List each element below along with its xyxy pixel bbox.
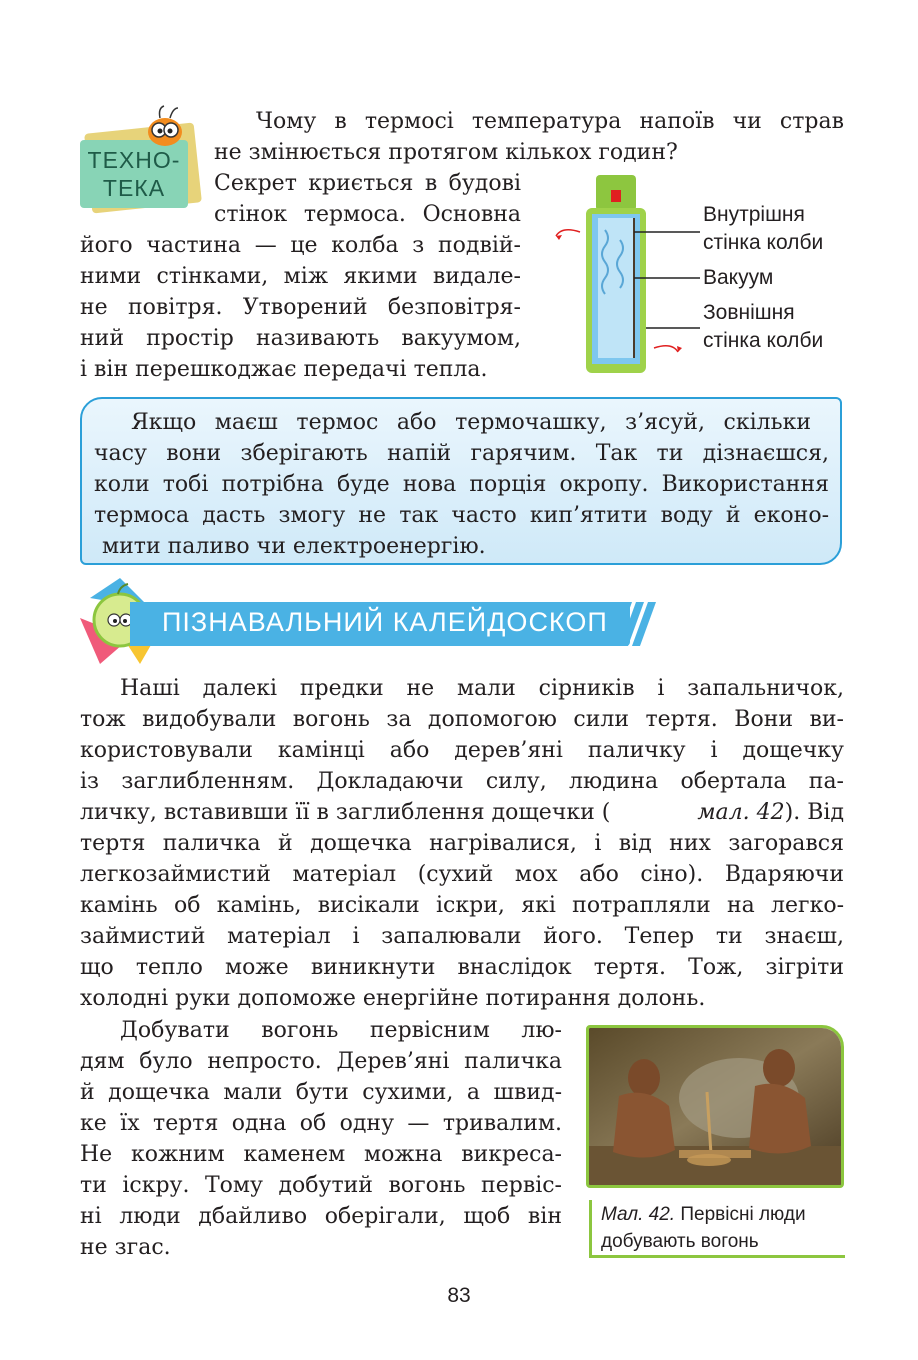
- para2-line-7: ні люди дбайливо оберігали, щоб він: [80, 1204, 562, 1229]
- thermos-text-line-6: ними стінками, між якими видале-: [80, 264, 521, 289]
- para1-line-8: камінь об камінь, висікали іскри, які потрапляли на легко-: [80, 893, 844, 918]
- para2-line-1: Добувати вогонь первісним лю-: [120, 1018, 562, 1043]
- caption-rule: [589, 1200, 592, 1256]
- para1-line-9: займистий матеріал і запалювали його. Тепер ти знаєш,: [80, 924, 844, 949]
- para1-line-11: холодні руки допоможе енергійне потирання долонь.: [80, 986, 706, 1011]
- page-number: 83: [447, 1284, 471, 1307]
- para2-line-2: дям було непросто. Дерев’яні паличка: [80, 1049, 562, 1074]
- thermos-text-line-3: Секрет криється в будові: [214, 171, 521, 196]
- thermos-text-line-2: не змінюється протягом кількох годин?: [214, 140, 678, 165]
- para2-line-8: не згас.: [80, 1235, 171, 1260]
- label-vacuum: Вакуум: [703, 266, 774, 289]
- figure-caption-text-1: Первісні люди: [675, 1204, 806, 1225]
- para1-line-5: [80, 797, 844, 828]
- info-line-3: коли тобі потрібна буде нова порція окропу. Використання: [94, 472, 829, 497]
- info-line-4: термоса дасть змогу не так часто кип’ятити воду й еконо-: [94, 503, 829, 528]
- thermos-text-line-5: його частина — це колба з подвій-: [80, 233, 521, 258]
- caption-rule-bottom: [589, 1255, 845, 1258]
- para1-line-5-end: ). Від: [784, 800, 844, 825]
- tekhnoteka-badge: [80, 146, 188, 202]
- badge-line-1: ТЕХНО-: [87, 147, 181, 173]
- figure-caption-line-2: добувають вогонь: [601, 1231, 759, 1252]
- thermos-text-line-7: не повітря. Утворений безповітря-: [80, 295, 521, 320]
- para1-line-3: користовували камінці або дерев’яні паличку і дощечку: [80, 738, 844, 763]
- para2-line-5: Не кожним каменем можна викреса-: [80, 1142, 562, 1167]
- para1-line-4: із заглибленням. Докладаючи силу, людина обертала па-: [80, 769, 844, 794]
- para2-line-3: й дощечка мали бути сухими, а швид-: [80, 1080, 562, 1105]
- info-line-5: мити паливо чи електроенергію.: [102, 534, 486, 559]
- bug-mascot-icon: [140, 100, 190, 150]
- label-outer-wall-1: Зовнішня: [703, 301, 795, 324]
- label-inner-wall-2: стінка колби: [703, 231, 824, 254]
- thermos-text-line-4: стінок термоса. Основна: [214, 202, 521, 227]
- primitive-people-illustration: [589, 1028, 841, 1185]
- thermos-text-line-9: і він перешкоджає передачі тепла.: [80, 357, 488, 382]
- label-outer-wall-2: стінка колби: [703, 329, 824, 352]
- figure-caption-line-1: [601, 1201, 806, 1228]
- thermos-text-line-1: Чому в термосі температура напоїв чи страв: [256, 109, 844, 134]
- figure-label: Мал. 42.: [601, 1204, 676, 1225]
- figure-photo: [586, 1025, 844, 1188]
- thermos-diagram: [550, 170, 700, 380]
- info-line-1: Якщо маєш термос або термочашку, з’ясуй, скільки: [131, 410, 811, 435]
- para1-line-2: тож видобували вогонь за допомогою сили тертя. Вони ви-: [80, 707, 844, 732]
- info-line-2: часу вони зберігають напій гарячим. Так ти дізнаєшся,: [94, 441, 829, 466]
- para1-line-5-start: личку, вставивши її в заглиблення дощечки (: [80, 800, 611, 825]
- para2-line-4: ке їх тертя одна об одну — тривалим.: [80, 1111, 562, 1136]
- para1-line-6: тертя паличка й дощечка нагрівалися, і від них загорався: [80, 831, 844, 856]
- para2-line-6: ти іскру. Тому добутий вогонь первіс-: [80, 1173, 562, 1198]
- badge-line-2: ТЕКА: [102, 175, 166, 201]
- para1-line-10: що тепло може виникнути внаслідок тертя. Тож, зігріти: [80, 955, 844, 980]
- para1-line-1: Наші далекі предки не мали сірників і запальничок,: [120, 676, 844, 701]
- figure-reference: мал. 42: [697, 800, 785, 825]
- label-inner-wall-1: Внутрішня: [703, 203, 805, 226]
- section-title: ПІЗНАВАЛЬНИЙ КАЛЕЙДОСКОП: [162, 607, 608, 637]
- thermos-text-line-8: ний простір називають вакуумом,: [80, 326, 521, 351]
- para1-line-7: легкозаймистий матеріал (сухий мох або сіно). Вдаряючи: [80, 862, 844, 887]
